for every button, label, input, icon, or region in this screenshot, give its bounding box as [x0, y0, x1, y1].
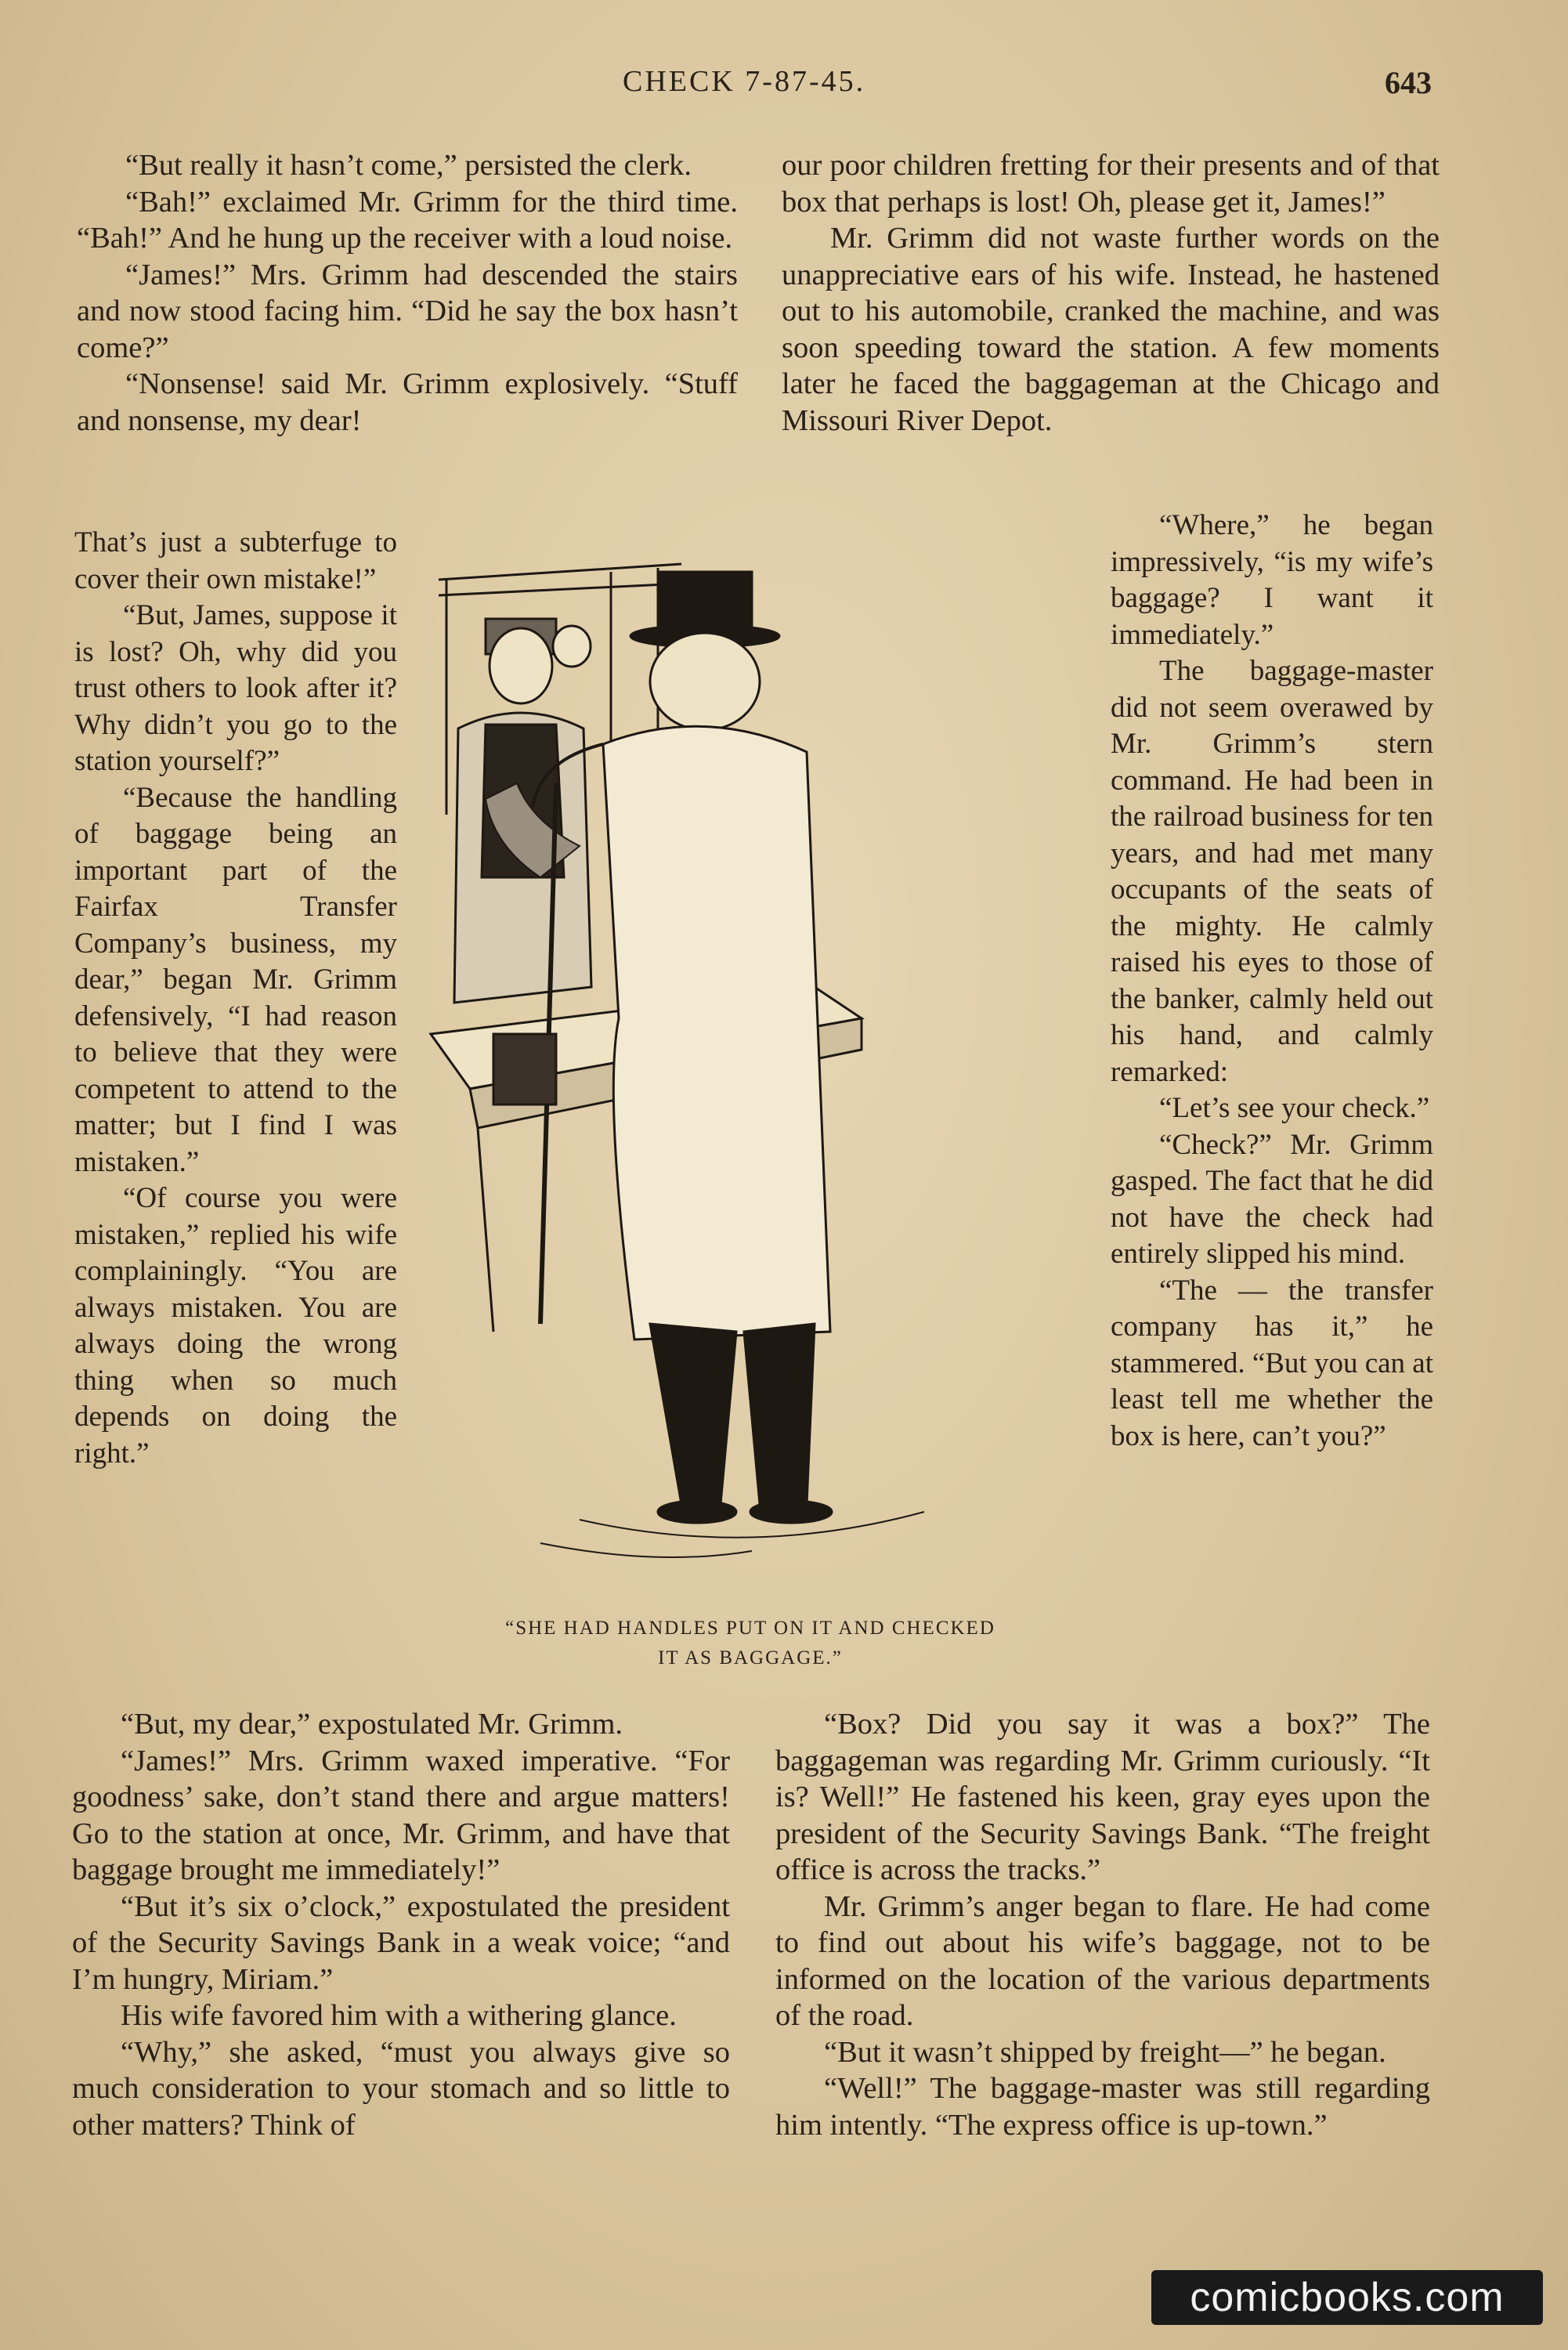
paragraph: our poor children fretting for their presents and of that box that perhaps is lost! Oh, please get it, James!” [782, 149, 1440, 219]
caption-line: IT AS BAGGAGE.” [658, 1647, 843, 1668]
right-column-bottom [775, 1706, 1430, 2143]
paragraph: His wife favored him with a withering glance. [121, 1999, 677, 2032]
paragraph: Mr. Grimm did not waste further words on the unappreciative ears of his wife. Instead, he hastened out to his automobile, cranked the machine, and was soon speeding toward the station. A few moments later he faced the baggageman at the Chicago and Missouri River Depot. [782, 222, 1440, 437]
paragraph: “Well!” The baggage-master was still regarding him intently. “The express office is up-town.” [775, 2072, 1430, 2142]
left-column-narrow [74, 525, 397, 1472]
paragraph: “But it’s six o’clock,” expostulated the president of the Security Savings Bank in a weak voice; “and I’m hungry, Miriam.” [72, 1889, 730, 1996]
paragraph: That’s just a subterfuge to cover their own mistake!” [74, 526, 397, 595]
paragraph: “But it wasn’t shipped by freight—” he began. [824, 2035, 1386, 2069]
left-column-bottom [72, 1706, 730, 2143]
paragraph: “Because the handling of baggage being an important part of the Fairfax Transfer Company’s business, my dear,” began Mr. Grimm defensively, “I had reason to believe that they were competent to attend to the matter; but I find I was mistaken.” [74, 781, 397, 1178]
baggage-counter-illustration [423, 548, 1081, 1614]
paragraph: “Check?” Mr. Grimm gasped. The fact that he did not have the check had entirely slipped his mind. [1111, 1128, 1433, 1270]
paragraph: The baggage-master did not seem overawed by Mr. Grimm’s stern command. He had been in the railroad business for ten years, and had met many occupants of the seats of the mighty. He calmly raised his eyes to those of the banker, calmly held out his hand, and calmly remarked: [1111, 655, 1433, 1088]
paragraph: “James!” Mrs. Grimm had descended the stairs and now stood facing him. “Did he say the box hasn’t come?” [77, 258, 738, 364]
paragraph: “The — the transfer company has it,” he stammered. “But you can at least tell me whether the box is here, can’t you?” [1111, 1274, 1434, 1452]
paragraph: “Where,” he began impressively, “is my wife’s baggage? I want it immediately.” [1111, 509, 1433, 651]
paragraph: “Of course you were mistaken,” replied his wife complainingly. “You are always mistaken. You are always doing the wrong thing when so much depends on doing the right.” [74, 1182, 397, 1470]
caption-line: “SHE HAD HANDLES PUT ON IT AND CHECKED [505, 1618, 995, 1639]
watermark-logo: comicbooks.com [1151, 2270, 1543, 2325]
right-column-top [782, 147, 1440, 439]
page-number: 643 [1385, 65, 1432, 100]
left-column-top [77, 147, 738, 439]
illustration-caption [429, 1614, 1071, 1673]
paragraph: “But, James, suppose it is lost? Oh, why did you trust others to look after it? Why didn’t you go to the station yourself?” [74, 599, 397, 777]
paragraph: “Why,” she asked, “must you always give so much consideration to your stomach and so little to other matters? Think of [72, 2035, 730, 2142]
page-header [0, 64, 1568, 111]
paragraph: “Bah!” exclaimed Mr. Grimm for the third time. “Bah!” And he hung up the receiver with a loud noise. [77, 185, 738, 255]
paragraph: “Let’s see your check.” [1159, 1092, 1430, 1124]
right-column-narrow [1111, 508, 1433, 1455]
paragraph: “But really it hasn’t come,” persisted the clerk. [125, 149, 692, 182]
paragraph: Mr. Grimm’s anger began to flare. He had come to find out about his wife’s baggage, not to be informed on the location of the various departments of the road. [775, 1889, 1430, 2032]
paragraph: “But, my dear,” expostulated Mr. Grimm. [121, 1708, 623, 1741]
running-head: CHECK 7-87-45. [623, 65, 866, 98]
paragraph: “Box? Did you say it was a box?” The baggageman was regarding Mr. Grimm curiously. “It is? Well!” He fastened his keen, gray eyes upon the president of the Security Savings Bank. “The freight office is across the tracks.” [775, 1708, 1430, 1886]
paragraph: “Nonsense! said Mr. Grimm explosively. “Stuff and nonsense, my dear! [77, 367, 738, 437]
paragraph: “James!” Mrs. Grimm waxed imperative. “For goodness’ sake, don’t stand there and argue matters! Go to the station at once, Mr. Grimm, and have that baggage brought me immediately!” [72, 1744, 730, 1886]
